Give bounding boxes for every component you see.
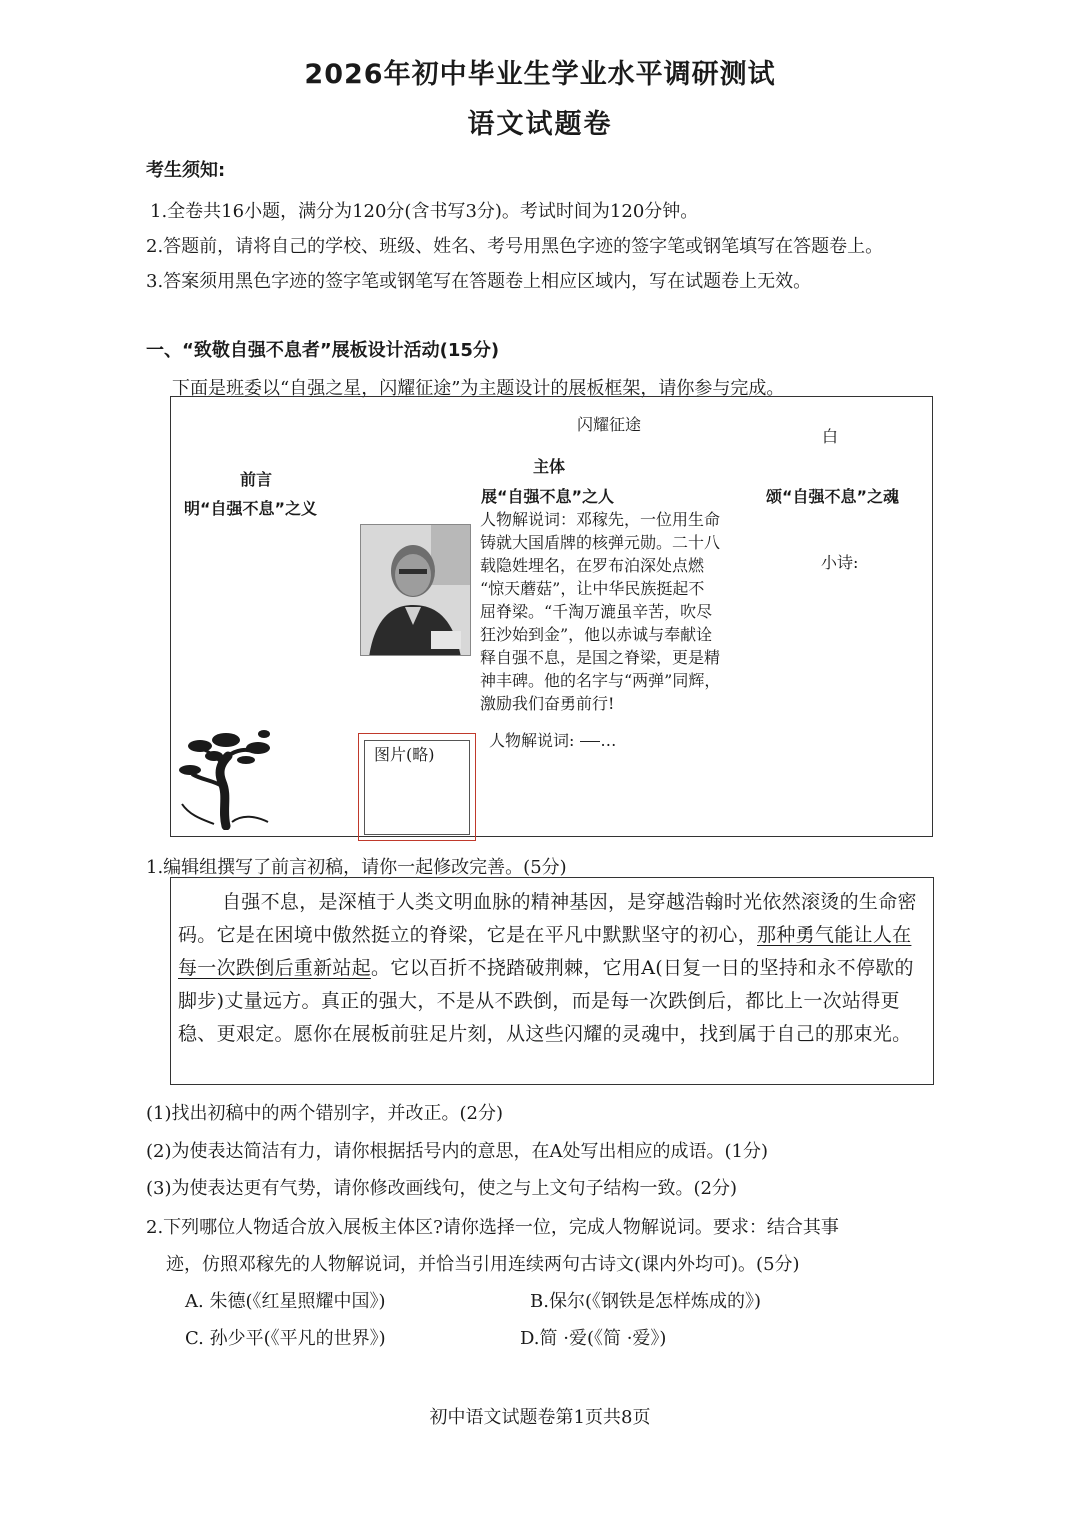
draft-part-1: 自强不息，是深植于人类文明血脉的精神基因，是穿越浩翰时光依然滚烫的生命密码。它是在困境中傲然挺立的脊梁，它是在平凡中默默坚守的初心， <box>178 891 917 946</box>
preface-draft-text <box>178 886 930 1051</box>
tree-icon <box>176 726 280 830</box>
main-label: 主体 <box>533 457 566 476</box>
q1-sub-2: (2)为使表达简洁有力，请你根据括号内的意思，在A处写出相应的成语。(1分) <box>146 1141 768 1162</box>
board-right-top-char: 白 <box>822 427 839 446</box>
soul-subtitle: 颂“自强不息”之魂 <box>766 487 900 506</box>
explain-line: 铸就大国盾牌的核弹元勋。二十八 <box>480 533 721 552</box>
picture-label: 图片(略) <box>374 745 435 764</box>
draft-part-2: 。它以百折不挠踏破荆棘，它用A(日复一日的坚持和永不停歇的脚步)丈量远方。真正的强大，不是从不跌倒，而是每一次跌倒后，都比上一次站得更稳、更艰定。愿你在展板前驻足片刻，从这些闪耀的灵魂中，找到属于自己的那束光。 <box>178 957 914 1045</box>
preface-subtitle: 明“自强不息”之义 <box>184 499 318 518</box>
section-heading: 一、“致敬自强不息者”展板设计活动(15分) <box>146 340 500 361</box>
preface-label: 前言 <box>240 470 273 489</box>
main-subtitle: 展“自强不息”之人 <box>481 487 615 506</box>
explain-line: 神丰碑。他的名字与“两弹”同辉， <box>480 671 721 690</box>
section-lead: 下面是班委以“自强之星，闪耀征途”为主题设计的展板框架，请你参与完成。 <box>172 378 785 399</box>
q1-sub-3: (3)为使表达更有气势，请你修改画线句，使之与上文句子结构一致。(2分) <box>146 1178 737 1199</box>
q2-option-a: A. 朱德(《红星照耀中国》) <box>185 1291 386 1312</box>
explain-line: 释自强不息，是国之脊梁，更是精 <box>480 648 721 667</box>
draft-underlined-sentence: 那种勇气能让人在每一次跌倒后重新站起 <box>178 924 912 979</box>
notice-item-1: 1.全卷共16小题，满分为120分(含书写3分)。考试时间为120分钟。 <box>150 201 699 222</box>
explain-line: 狂沙始到金”，他以赤诚与奉献诠 <box>480 625 713 644</box>
exam-subtitle: 语文试题卷 <box>467 109 613 140</box>
portrait-photo-drawing <box>361 525 471 656</box>
poem-label: 小诗: <box>821 553 859 572</box>
notice-item-3: 3.答案须用黑色字迹的签字笔或钢笔写在答题卷上相应区域内，写在试题卷上无效。 <box>146 271 812 292</box>
explain-line: 激励我们奋勇前行! <box>480 694 615 713</box>
notice-heading: 考生须知: <box>146 160 226 181</box>
q2-stem-line-1: 2.下列哪位人物适合放入展板主体区?请你选择一位，完成人物解说词。要求：结合其事 <box>146 1217 839 1238</box>
person-explanation <box>480 508 758 715</box>
explain2-row <box>489 728 616 751</box>
page-footer: 初中语文试题卷第1页共8页 <box>429 1407 651 1428</box>
explain-line: 人物解说词：邓稼先，一位用生命 <box>480 510 721 529</box>
q2-option-b: B.保尔(《钢铁是怎样炼成的》) <box>530 1291 761 1312</box>
q1-sub-1: (1)找出初稿中的两个错别字，并改正。(2分) <box>146 1103 503 1124</box>
blank-line <box>580 741 600 742</box>
explain-line: “惊天蘑菇”，让中华民族挺起不 <box>480 579 705 598</box>
explain-line: 屈脊梁。“千淘万漉虽辛苦，吹尽 <box>480 602 713 621</box>
explain2-label: 人物解说词: <box>489 731 575 750</box>
portrait-photo <box>360 524 471 656</box>
explain-line: 载隐姓埋名，在罗布泊深处点燃 <box>480 556 705 575</box>
q2-option-d: D.简 ·爱(《简 ·爱》) <box>520 1328 667 1349</box>
tree-illustration <box>176 726 280 830</box>
q2-stem-line-2: 迹，仿照邓稼先的人物解说词，并恰当引用连续两句古诗文(课内外均可)。(5分) <box>166 1254 800 1275</box>
board-top-title: 闪耀征途 <box>577 415 642 434</box>
q2-option-c: C. 孙少平(《平凡的世界》) <box>185 1328 386 1349</box>
notice-item-2: 2.答题前，请将自己的学校、班级、姓名、考号用黑色字迹的签字笔或钢笔填写在答题卷上。 <box>146 236 884 257</box>
exam-title: 2026年初中毕业生学业水平调研测试 <box>304 59 776 90</box>
explain2-ellipsis: … <box>600 731 617 750</box>
q1-stem: 1.编辑组撰写了前言初稿，请你一起修改完善。(5分) <box>146 857 567 878</box>
